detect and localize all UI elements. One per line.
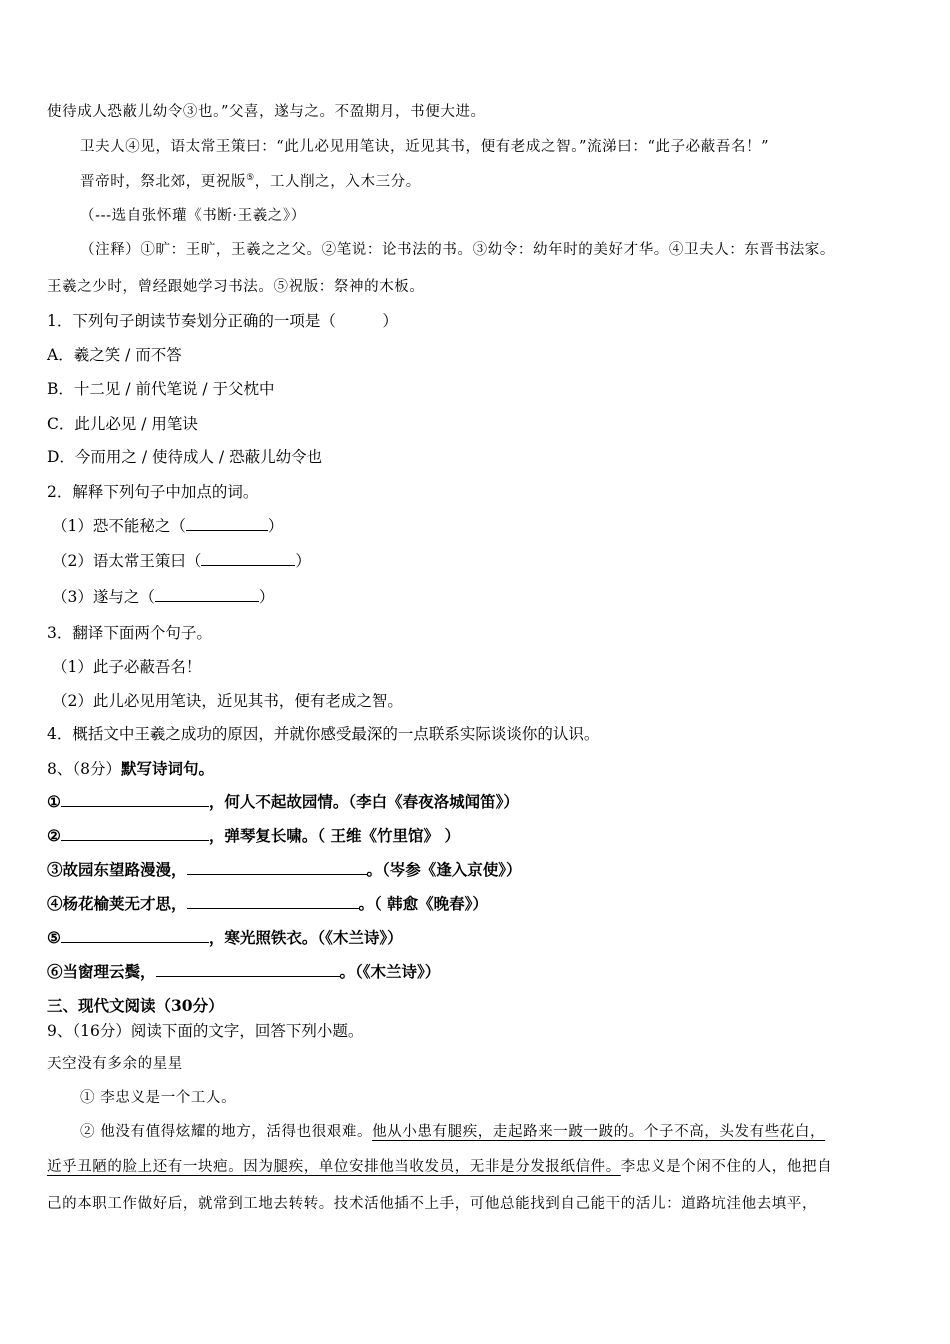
passage-notes-line-2: 王羲之少时，曾经跟她学习书法。⑤祝版：祭神的木板。 <box>47 279 425 295</box>
question-1-option-a: A．羲之笑 / 而不答 <box>47 346 182 364</box>
question-2-item-1 <box>52 515 283 537</box>
question-2-item-2-close: ） <box>295 552 311 570</box>
answer-blank[interactable] <box>61 927 209 943</box>
question-8-score: 8、（8分） <box>47 760 121 778</box>
question-2-item-3-close: ） <box>258 588 275 606</box>
question-9-heading: 9、（16分）阅读下面的文字，回答下列小题。 <box>47 1022 364 1040</box>
answer-blank[interactable] <box>155 586 259 602</box>
article-paragraph-2-line-2 <box>47 1156 832 1178</box>
question-4-stem: 4．概括文中王羲之成功的原因，并就你感受最深的一点联系实际谈谈你的认识。 <box>47 725 600 743</box>
question-3-item-1: （1）此子必蔽吾名！ <box>52 658 202 676</box>
answer-blank[interactable] <box>61 791 209 807</box>
recite-line-6-source: 。（《木兰诗》） <box>339 962 441 981</box>
recite-line-4-text: ④杨花榆荚无才思， <box>47 894 187 913</box>
answer-blank[interactable] <box>187 859 367 875</box>
answer-blank[interactable] <box>156 961 340 977</box>
article-title: 天空没有多余的星星 <box>47 1056 183 1072</box>
answer-blank[interactable] <box>186 515 268 531</box>
passage-notes-line-1: （注释）①旷：王旷，王羲之之父。②笔说：论书法的书。③幼令：幼年时的美好才华。④卫夫人：东晋书法家。 <box>80 242 835 258</box>
question-2-item-2-text: （2）语太常王策曰（ <box>52 552 202 570</box>
article-paragraph-2-line-2-text: 李忠义是个闲不住的人，他把自 <box>620 1159 833 1175</box>
answer-blank[interactable] <box>187 893 359 909</box>
section-3-title: 三、现代文阅读（30分） <box>47 996 224 1015</box>
question-2-item-3 <box>52 586 274 608</box>
question-2-item-1-text: （1）恐不能秘之（ <box>52 517 186 535</box>
recite-line-3 <box>47 859 522 881</box>
recite-line-4 <box>47 893 488 915</box>
recite-line-1-text: ，何人不起故园情。（李白《春夜洛城闻笛》） <box>208 792 519 811</box>
recite-line-6 <box>47 961 440 983</box>
question-1-option-c: C．此儿必见 / 用笔诀 <box>47 415 198 433</box>
recite-line-1 <box>47 791 519 813</box>
question-1-option-b: B．十二见 / 前代笔说 / 于父枕中 <box>47 380 275 398</box>
recite-line-5-number: ⑤ <box>47 928 61 947</box>
recite-line-2 <box>47 825 460 847</box>
question-2-item-2 <box>52 550 311 572</box>
question-8-heading <box>47 758 214 780</box>
underlined-sentence-continued: 近乎丑陋的脸上还有一块疤。因为腿疾，单位安排他当收发员，无非是分发报纸信件。 <box>47 1159 621 1175</box>
recite-line-3-text: ③故园东望路漫漫， <box>47 860 187 879</box>
question-3-item-2: （2）此儿必见用笔诀，近见其书，便有老成之智。 <box>52 692 403 710</box>
question-2-item-3-text: （3）遂与之（ <box>52 588 155 606</box>
passage-line-3-tail: ，工人削之，入木三分。 <box>254 174 421 190</box>
article-paragraph-2-line-3: 己的本职工作做好后，就常到工地去转转。技术活他插不上手，可他总能找到自己能干的活儿：道路坑洼他去填平， <box>47 1196 818 1212</box>
passage-source: （---选自张怀瓘《书断·王羲之》） <box>80 208 306 224</box>
article-paragraph-1: ① 李忠义是一个工人。 <box>80 1090 237 1106</box>
question-2-item-1-close: ） <box>267 517 284 535</box>
question-1-stem: 1．下列句子朗读节奏划分正确的一项是（ ） <box>47 312 398 330</box>
recite-line-5 <box>47 927 403 949</box>
recite-line-4-source: 。（ 韩愈《晚春》） <box>358 894 488 913</box>
article-paragraph-2 <box>80 1121 825 1143</box>
article-paragraph-2-text: ② 他没有值得炫耀的地方，活得也很艰难。 <box>80 1124 373 1140</box>
recite-line-1-number: ① <box>47 792 61 811</box>
recite-line-3-source: 。（岑参《逢入京使》） <box>366 860 522 879</box>
passage-line-1: 使待成人恐蔽儿幼令③也。”父喜，遂与之。不盈期月，书便大进。 <box>47 104 486 120</box>
answer-blank[interactable] <box>201 550 295 566</box>
recite-line-2-text: ，弹琴复长啸。（ 王维《竹里馆》 ） <box>208 826 460 845</box>
question-3-stem: 3．翻译下面两个句子。 <box>47 624 212 642</box>
question-2-stem: 2．解释下列句子中加点的词。 <box>47 483 259 501</box>
recite-line-5-text: ，寒光照铁衣。（《木兰诗》） <box>208 928 403 947</box>
recite-line-2-number: ② <box>47 826 61 845</box>
passage-line-2: 卫夫人④见，语太常王策曰：“此儿必见用笔诀，近见其书，便有老成之智。”流涕曰：“此子必蔽吾名！” <box>80 139 770 155</box>
passage-line-3-text: 晋帝时，祭北郊，更祝版 <box>80 174 247 190</box>
underlined-sentence: 他从小患有腿疾，走起路来一跛一跛的。个子不高，头发有些花白， <box>372 1124 826 1140</box>
question-8-instruction: 默写诗词句。 <box>120 759 214 778</box>
answer-blank[interactable] <box>61 825 209 841</box>
question-1-option-d: D．今而用之 / 使待成人 / 恐蔽儿幼令也 <box>47 448 323 466</box>
recite-line-6-text: ⑥当窗理云鬓， <box>47 962 156 981</box>
footnote-5-marker: ⑤ <box>246 173 255 183</box>
passage-line-3 <box>80 171 421 193</box>
